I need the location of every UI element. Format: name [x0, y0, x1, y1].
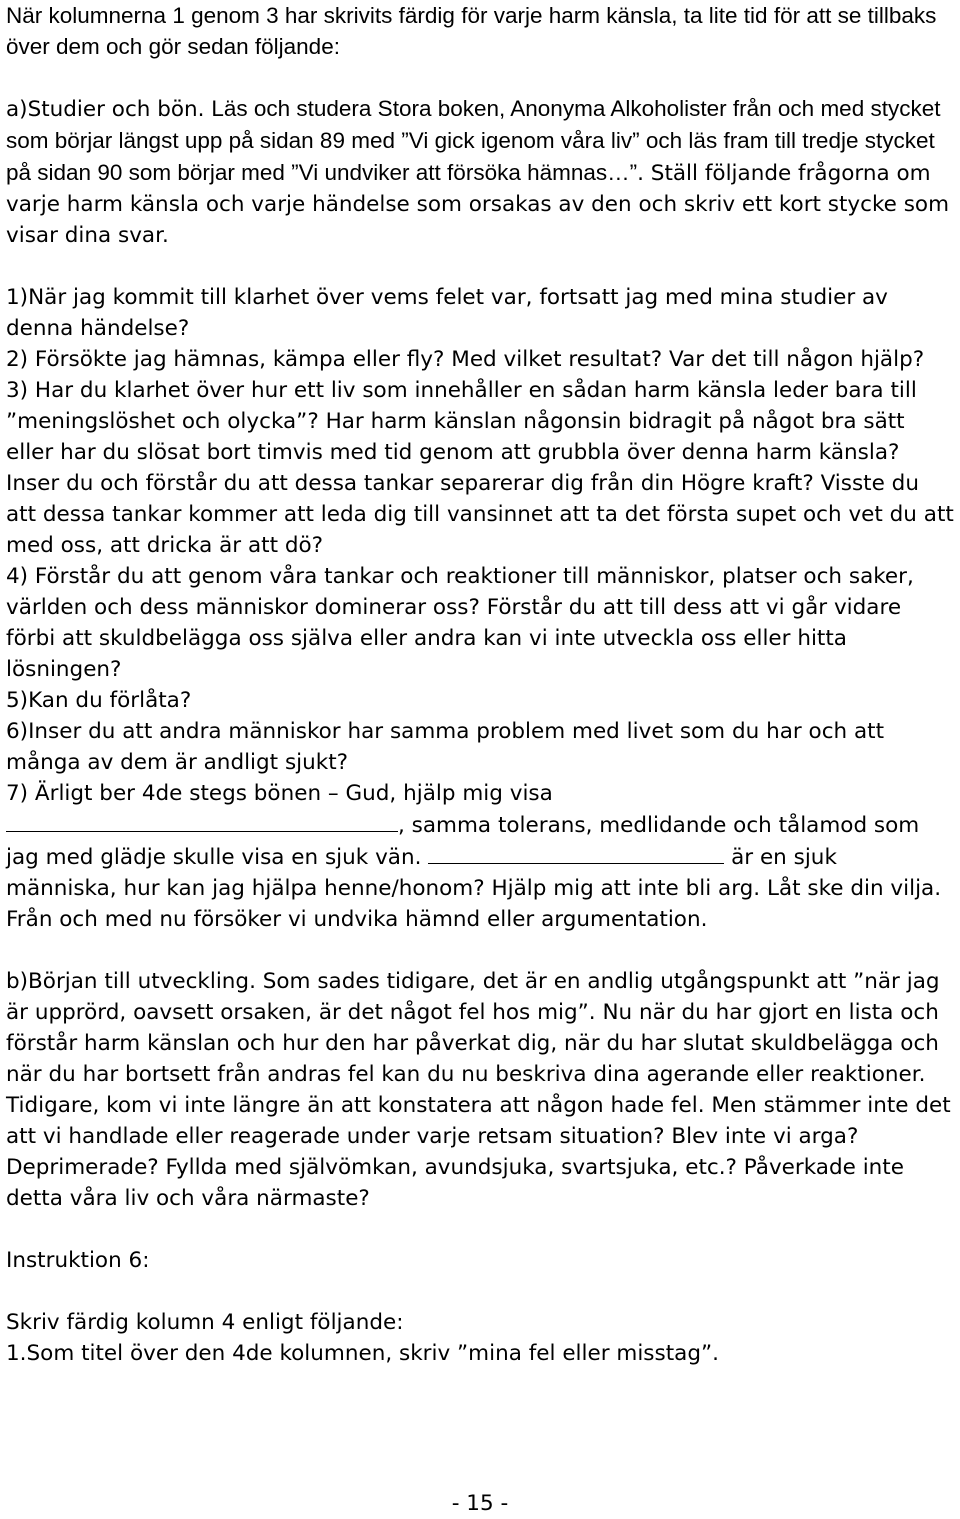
question-2: 2) Försökte jag hämnas, kämpa eller fly? Med vilket resultat? Var det till någon hjälp? — [6, 347, 925, 372]
page-number: - 15 - — [451, 1491, 509, 1516]
spacer — [6, 251, 954, 282]
question-4: 4) Förstår du att genom våra tankar och reaktioner till människor, platser och saker, världen och dess människor dominerar oss? Förstår du att till dess att vi går vidare förbi att skuldbelägga oss själva eller andra kan vi inte utveckla oss eller hitta lösningen? — [6, 564, 914, 682]
spacer — [6, 935, 954, 966]
section-a-instruction: . Ställ följande frågorna om varje harm känsla och varje händelse som orsakas av den och skriv ett kort stycke som visar dina svar. — [6, 161, 950, 248]
question-7 — [6, 778, 954, 935]
question-7-part-2: , samma tolerans, medlidande och tålamod som jag med glädje skulle visa en sjuk vän. — [6, 813, 920, 870]
instruction-heading: Instruktion 6: — [6, 1248, 150, 1273]
spacer — [6, 62, 954, 93]
question-7-part-3: är en sjuk människa, hur kan jag hjälpa henne/honom? Hjälp mig att inte bli arg. Låt ske din vilja. Från och med nu försöker vi undvika hämnd eller argumentation. — [6, 845, 942, 932]
question-6: 6)Inser du att andra människor har samma problem med livet som du har och att många av dem är andligt sjukt? — [6, 719, 885, 775]
question-5: 5)Kan du förlåta? — [6, 688, 192, 713]
instruction-step-1: 1.Som titel över den 4de kolumnen, skriv ”mina fel eller misstag”. — [6, 1341, 719, 1366]
question-3: 3) Har du klarhet över hur ett liv som innehåller en sådan harm känsla leder bara till ”meningslöshet och olycka”? Har harm känslan någonsin bidragit på något bra sätt eller har du slösat bort timvis med tid genom att grubbla över denna harm känsla? Inser du och förstår du att dessa tankar separerar dig från din Högre kraft? Visste du att dessa tankar kommer att leda dig till vansinnet att ta det första supet och vet du att med oss, att dricka är att dö? — [6, 378, 954, 558]
section-b-paragraph: b)Början till utveckling. Som sades tidigare, det är en andlig utgångspunkt att ”när jag är upprörd, oavsett orsaken, är det något fel hos mig”. Nu när du har gjort en lista och förstår harm känslan och hur den har påverkat dig, när du har slutat skuldbelägga och när du har bortsett från andras fel kan du nu beskriva dina agerande eller reaktioner. Tidigare, kom vi inte längre än att konstatera att någon hade fel. Men stämmer inte det att vi handlade eller reagerade under varje retsam situation? Blev inte vi arga? Deprimerade? Fyllda med självömkan, avundsjuka, svartsjuka, etc.? Påverkade inte detta våra liv och våra närmaste? — [6, 969, 951, 1211]
instruction-line: Skriv färdig kolumn 4 enligt följande: — [6, 1310, 404, 1335]
question-7-part-1: 7) Ärligt ber 4de stegs bönen – Gud, hjälp mig visa — [6, 781, 553, 806]
section-a-reading: Läs och studera Stora boken, Anonyma Alkoholister från och med stycket som börjar längst upp på sidan 89 med ”Vi gick igenom våra liv” och läs fram till tredje stycket på sidan 90 som börjar med ”Vi undviker att försöka hämnas…” — [6, 96, 941, 185]
section-a-paragraph — [6, 93, 954, 251]
question-1: 1)När jag kommit till klarhet över vems felet var, fortsatt jag med mina studier av denna händelse? — [6, 285, 888, 341]
spacer — [6, 1214, 954, 1245]
fill-in-blank-name-1 — [6, 809, 398, 832]
intro-paragraph: När kolumnerna 1 genom 3 har skrivits färdig för varje harm känsla, ta lite tid för att se tillbaks över dem och gör sedan följande: — [6, 3, 937, 59]
section-a-lead: a)Studier och bön. — [6, 97, 212, 122]
fill-in-blank-name-2 — [428, 841, 724, 864]
spacer — [6, 1276, 954, 1307]
